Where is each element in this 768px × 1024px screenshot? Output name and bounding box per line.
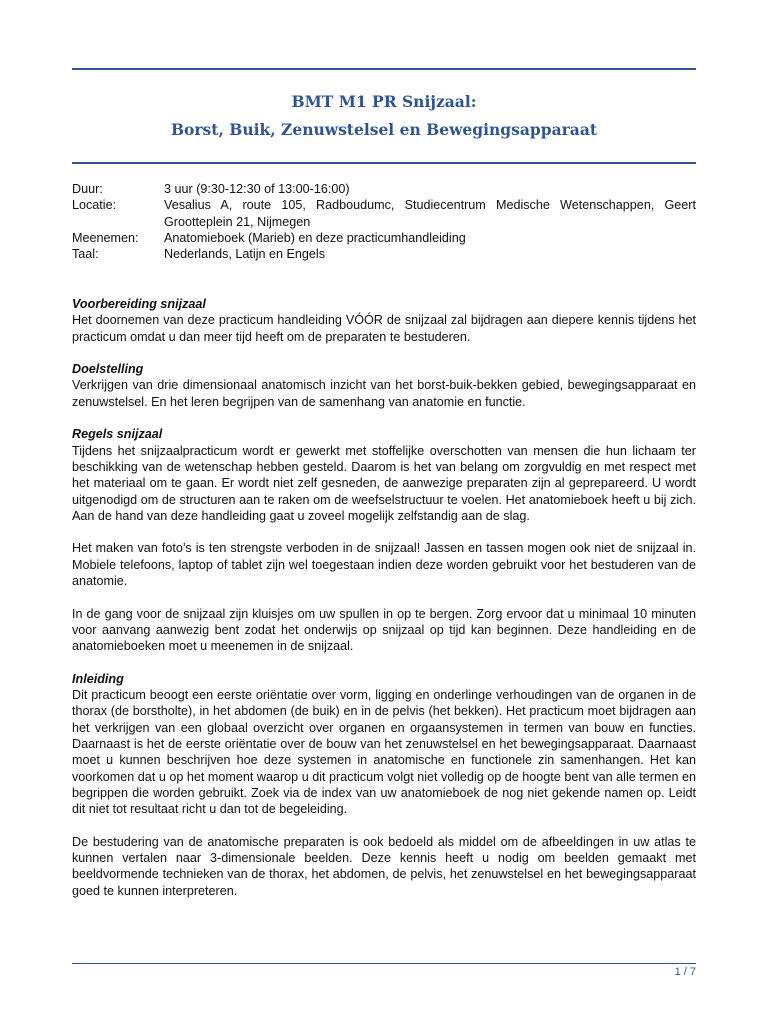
paragraph: Het maken van foto’s is ten strengste verboden in de snijzaal! Jassen en tassen mogen ook niet de snijzaal in. Mobiele telefoons, laptop of tablet zijn wel toegestaan indien deze worden gebruikt voor het bestuderen van de anatomie. — [72, 541, 696, 589]
document-body — [72, 296, 696, 899]
meta-row-duur — [72, 181, 696, 197]
meta-label: Meenemen: — [72, 230, 139, 245]
meta-label: Duur: — [72, 182, 103, 196]
meta-value: 3 uur (9:30-12:30 of 13:00-16:00) — [164, 182, 350, 196]
meta-label: Taal: — [72, 247, 99, 262]
meta-table — [72, 181, 696, 262]
section-heading-voorbereiding: Voorbereiding snijzaal — [72, 297, 206, 311]
meta-value: Vesalius A, route 105, Radboudumc, Studiecentrum Medische Wetenschappen, Geert Grootteplein 21, Nijmegen — [164, 198, 696, 229]
paragraph: Het doornemen van deze practicum handleiding VÓÓR de snijzaal zal bijdragen aan diepere kennis tijdens het practicum omdat u dan meer tijd heeft om de preparaten te bestuderen. — [72, 313, 696, 344]
paragraph: De bestudering van de anatomische preparaten is ook bedoeld als middel om de afbeeldingen in uw atlas te kunnen vertalen naar 3-dimensionale beelden. Deze kennis heeft u nodig om beelden gemaakt met beeldvormende technieken van de thorax, het abdomen, de pelvis, het zenuwstelsel en het bewegingsapparaat goed te kunnen interpreteren. — [72, 834, 696, 898]
title-rule — [72, 162, 696, 164]
spacer — [72, 818, 696, 834]
paragraph: Dit practicum beoogt een eerste oriëntatie over vorm, ligging en onderlinge verhoudingen van de organen in de thorax (de borstholte), in het abdomen (de buik) en in de pelvis (het bekken). Het practicum moet bijdragen aan het verkrijgen van een globaal overzicht over organen en orgaansystemen in termen van bouw en functies. Daarnaast is het de eerste oriëntatie over de bouw van het zenuwstelsel en het bewegingsapparaat. Daarnaast moet u kunnen beschrijven hoe deze systemen in anatomische en functionele zin samenhangen. Het kan voorkomen dat u op het moment waarop u dit practicum volgt niet volledig op de hoogte bent van alle termen en begrippen die worden gebruikt. Zoek via de index van uw anatomieboek de nog niet gekende namen op. Leidt dit niet tot resultaat richt u dan tot de begeleiding. — [72, 688, 696, 817]
spacer — [72, 655, 696, 671]
document-title: BMT M1 PR Snijzaal: — [291, 92, 477, 111]
footer-rule — [72, 963, 696, 964]
meta-value: Anatomieboek (Marieb) en deze practicumhandleiding — [164, 230, 466, 245]
top-rule — [72, 68, 696, 70]
page-number: 1 / 7 — [674, 966, 696, 978]
section-heading-doelstelling: Doelstelling — [72, 362, 144, 377]
paragraph: Verkrijgen van drie dimensionaal anatomisch inzicht van het borst-buik-bekken gebied, bewegingsapparaat en zenuwstelsel. En het leren begrijpen van de samenhang van anatomie en functie. — [72, 378, 696, 409]
spacer — [72, 410, 696, 426]
paragraph: In de gang voor de snijzaal zijn kluisjes om uw spullen in op te bergen. Zorg ervoor dat u minimaal 10 minuten voor aanvang aanwezig bent zodat het onderwijs op snijzaal op tijd kan beginnen. Deze handleiding en de anatomieboeken moet u meenemen in de snijzaal. — [72, 606, 696, 654]
section-heading-regels: Regels snijzaal — [72, 427, 163, 442]
meta-row-meenemen — [72, 230, 696, 246]
spacer — [72, 524, 696, 540]
meta-value: Nederlands, Latijn en Engels — [164, 247, 326, 262]
meta-row-taal — [72, 246, 696, 262]
paragraph: Tijdens het snijzaalpracticum wordt er gewerkt met stoffelijke overschotten van mensen die hun lichaam ter beschikking van de wetenschap hebben gesteld. Daarom is het van belang om zorgvuldig en met respect met het materiaal om te gaan. Er wordt niet zelf gesneden, de aanwezige preparaten zijn al geprepareerd. U wordt uitgenodigd om de structuren aan te raken om de weefselstructuur te voelen. Het anatomieboek heeft u bij zich. Aan de hand van deze handleiding gaat u zoveel mogelijk zelfstandig aan de slag. — [72, 443, 696, 523]
spacer — [72, 345, 696, 361]
document-subtitle: Borst, Buik, Zenuwstelsel en Bewegingsapparaat — [170, 120, 598, 139]
meta-label: Locatie: — [72, 198, 117, 213]
section-heading-inleiding: Inleiding — [72, 671, 124, 686]
meta-row-locatie — [72, 197, 696, 230]
spacer — [72, 589, 696, 605]
